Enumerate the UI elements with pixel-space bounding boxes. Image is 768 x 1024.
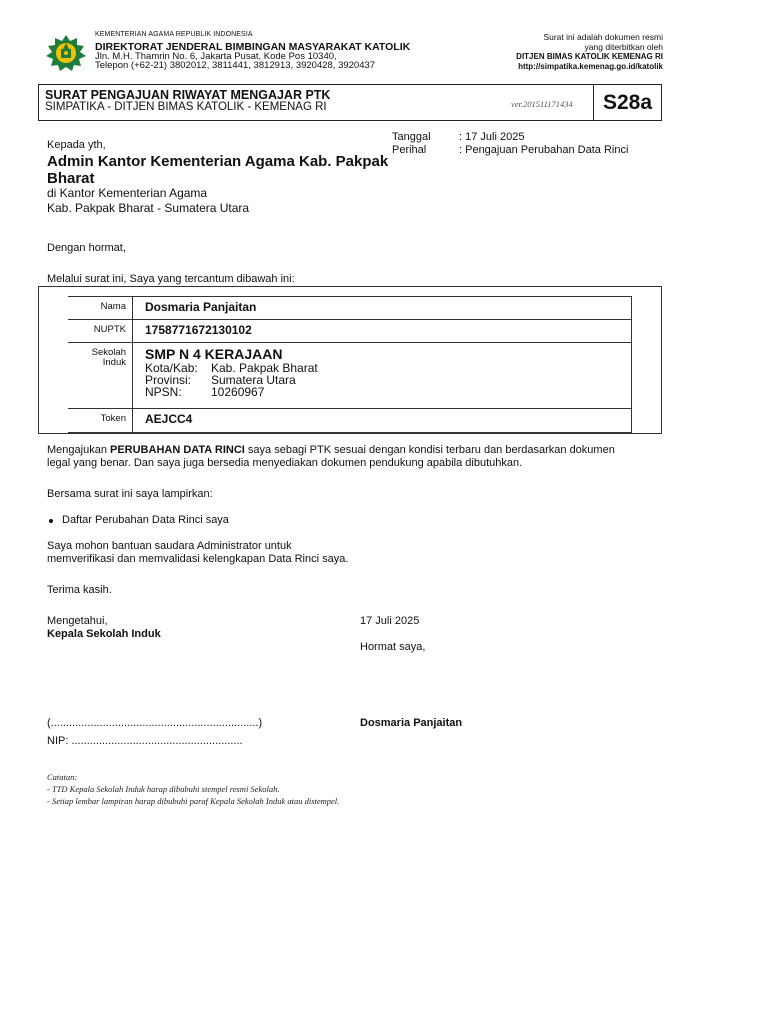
notes-heading: Catatan:: [47, 772, 78, 782]
token-label: Token: [68, 409, 133, 433]
date-label: Tanggal: [392, 131, 431, 143]
ministry-name: KEMENTERIAN AGAMA REPUBLIK INDONESIA: [95, 31, 253, 38]
recipient-name-line-1: Admin Kantor Kementerian Agama Kab. Pakpak: [47, 153, 389, 170]
signer-name: Dosmaria Panjaitan: [360, 717, 463, 729]
nuptk-label: NUPTK: [68, 320, 133, 343]
city-label: Kota/Kab:: [145, 361, 198, 375]
city-value: Kab. Pakpak Bharat: [211, 361, 318, 375]
version-label: ver.201511171434: [511, 99, 573, 109]
form-code: S28a: [593, 85, 661, 120]
table-row: [68, 343, 632, 409]
header-address: Jln. M.H. Thamrin No. 6, Jakarta Pusat, Kode Pos 10340,: [95, 51, 337, 62]
header-phone: Telepon (+62-21) 3802012, 3811441, 3812913, 3920428, 3920437: [95, 60, 376, 71]
attachment-item: Daftar Perubahan Data Rinci saya: [62, 514, 229, 526]
table-row: [68, 297, 632, 320]
school-label: [68, 343, 133, 409]
table-row: [68, 409, 632, 433]
logo: [44, 34, 88, 72]
recipient-office: di Kantor Kementerian Agama: [47, 186, 208, 200]
date-value: : 17 Juli 2025: [459, 131, 525, 143]
statement-pre: Mengajukan: [47, 444, 110, 456]
subject-value: : Pengajuan Perubahan Data Rinci: [459, 144, 629, 156]
name-value: Dosmaria Panjaitan: [133, 297, 632, 320]
npsn-value: 10260967: [211, 385, 265, 399]
issuer-note: [443, 32, 663, 72]
principal-name-blank: (....................................................................): [47, 717, 263, 729]
request-line-2: memverifikasi dan memvalidasi kelengkapan Data Rinci saya.: [47, 553, 349, 565]
npsn-label: NPSN:: [145, 385, 182, 399]
school-cell: [133, 343, 632, 409]
statement-bold: PERUBAHAN DATA RINCI: [110, 444, 245, 456]
nip-blank: NIP: ........................................................: [47, 735, 243, 747]
issuer-note-line-4: http://simpatika.kemenag.go.id/katolik: [518, 62, 663, 71]
salutation: Kepada yth,: [47, 139, 106, 151]
school-label-line-2: Induk: [102, 357, 126, 368]
closing: Hormat saya,: [360, 641, 426, 653]
table-row: [68, 320, 632, 343]
principal-title: Kepala Sekolah Induk: [47, 628, 161, 640]
name-label: Nama: [68, 297, 133, 320]
issuer-note-line-3: DITJEN BIMAS KATOLIK KEMENAG RI: [516, 52, 663, 61]
school-name: SMP N 4 KERAJAAN: [145, 346, 283, 362]
title-box: [38, 84, 662, 121]
attach-intro: Bersama surat ini saya lampirkan:: [47, 488, 213, 500]
recipient-location: Kab. Pakpak Bharat - Sumatera Utara: [47, 201, 250, 215]
school-label-line-1: Sekolah: [91, 347, 126, 358]
issuer-note-line-2: yang diterbitkan oleh: [584, 42, 663, 52]
notes: [47, 771, 339, 807]
acknowledge-label: Mengetahui,: [47, 615, 108, 627]
directorate-name: DIREKTORAT JENDERAL BIMBINGAN MASYARAKAT KATOLIK: [95, 41, 411, 53]
signature-date: 17 Juli 2025: [360, 615, 420, 627]
province-value: Sumatera Utara: [211, 373, 296, 387]
notes-line-2: - Setiap lembar lampiran harap dibubuhi paraf Kepala Sekolah Induk atau distempel.: [47, 796, 340, 806]
statement-line-2: legal yang benar. Dan saya juga bersedia menyediakan dokumen pendukung apabila dibutuhkan.: [47, 457, 523, 469]
issuer-note-line-1: Surat ini adalah dokumen resmi: [543, 32, 663, 42]
province-label: Provinsi:: [145, 373, 192, 387]
token-value: AEJCC4: [133, 409, 632, 433]
greeting: Dengan hormat,: [47, 242, 126, 254]
kemenag-emblem-icon: [44, 34, 88, 72]
thanks: Terima kasih.: [47, 584, 112, 596]
statement-line-1: [47, 444, 647, 457]
identity-table: [68, 296, 632, 433]
notes-line-1: - TTD Kepala Sekolah Induk harap dibubuhi stempel resmi Sekolah.: [47, 784, 280, 794]
intro-text: Melalui surat ini, Saya yang tercantum dibawah ini:: [47, 273, 295, 285]
statement-post: saya sebagi PTK sesuai dengan kondisi terbaru dan berdasarkan dokumen: [244, 444, 615, 456]
bullet-icon: [49, 519, 53, 523]
nuptk-value: 1758771672130102: [133, 320, 632, 343]
document-title: SURAT PENGAJUAN RIWAYAT MENGAJAR PTK: [45, 88, 331, 102]
subject-label: Perihal: [392, 144, 427, 156]
document-subtitle: SIMPATIKA - DITJEN BIMAS KATOLIK - KEMENAG RI: [45, 101, 327, 113]
npsn-row: [145, 386, 631, 398]
request-line-1: Saya mohon bantuan saudara Administrator untuk: [47, 540, 292, 552]
recipient-name-line-2: Bharat: [47, 170, 95, 187]
